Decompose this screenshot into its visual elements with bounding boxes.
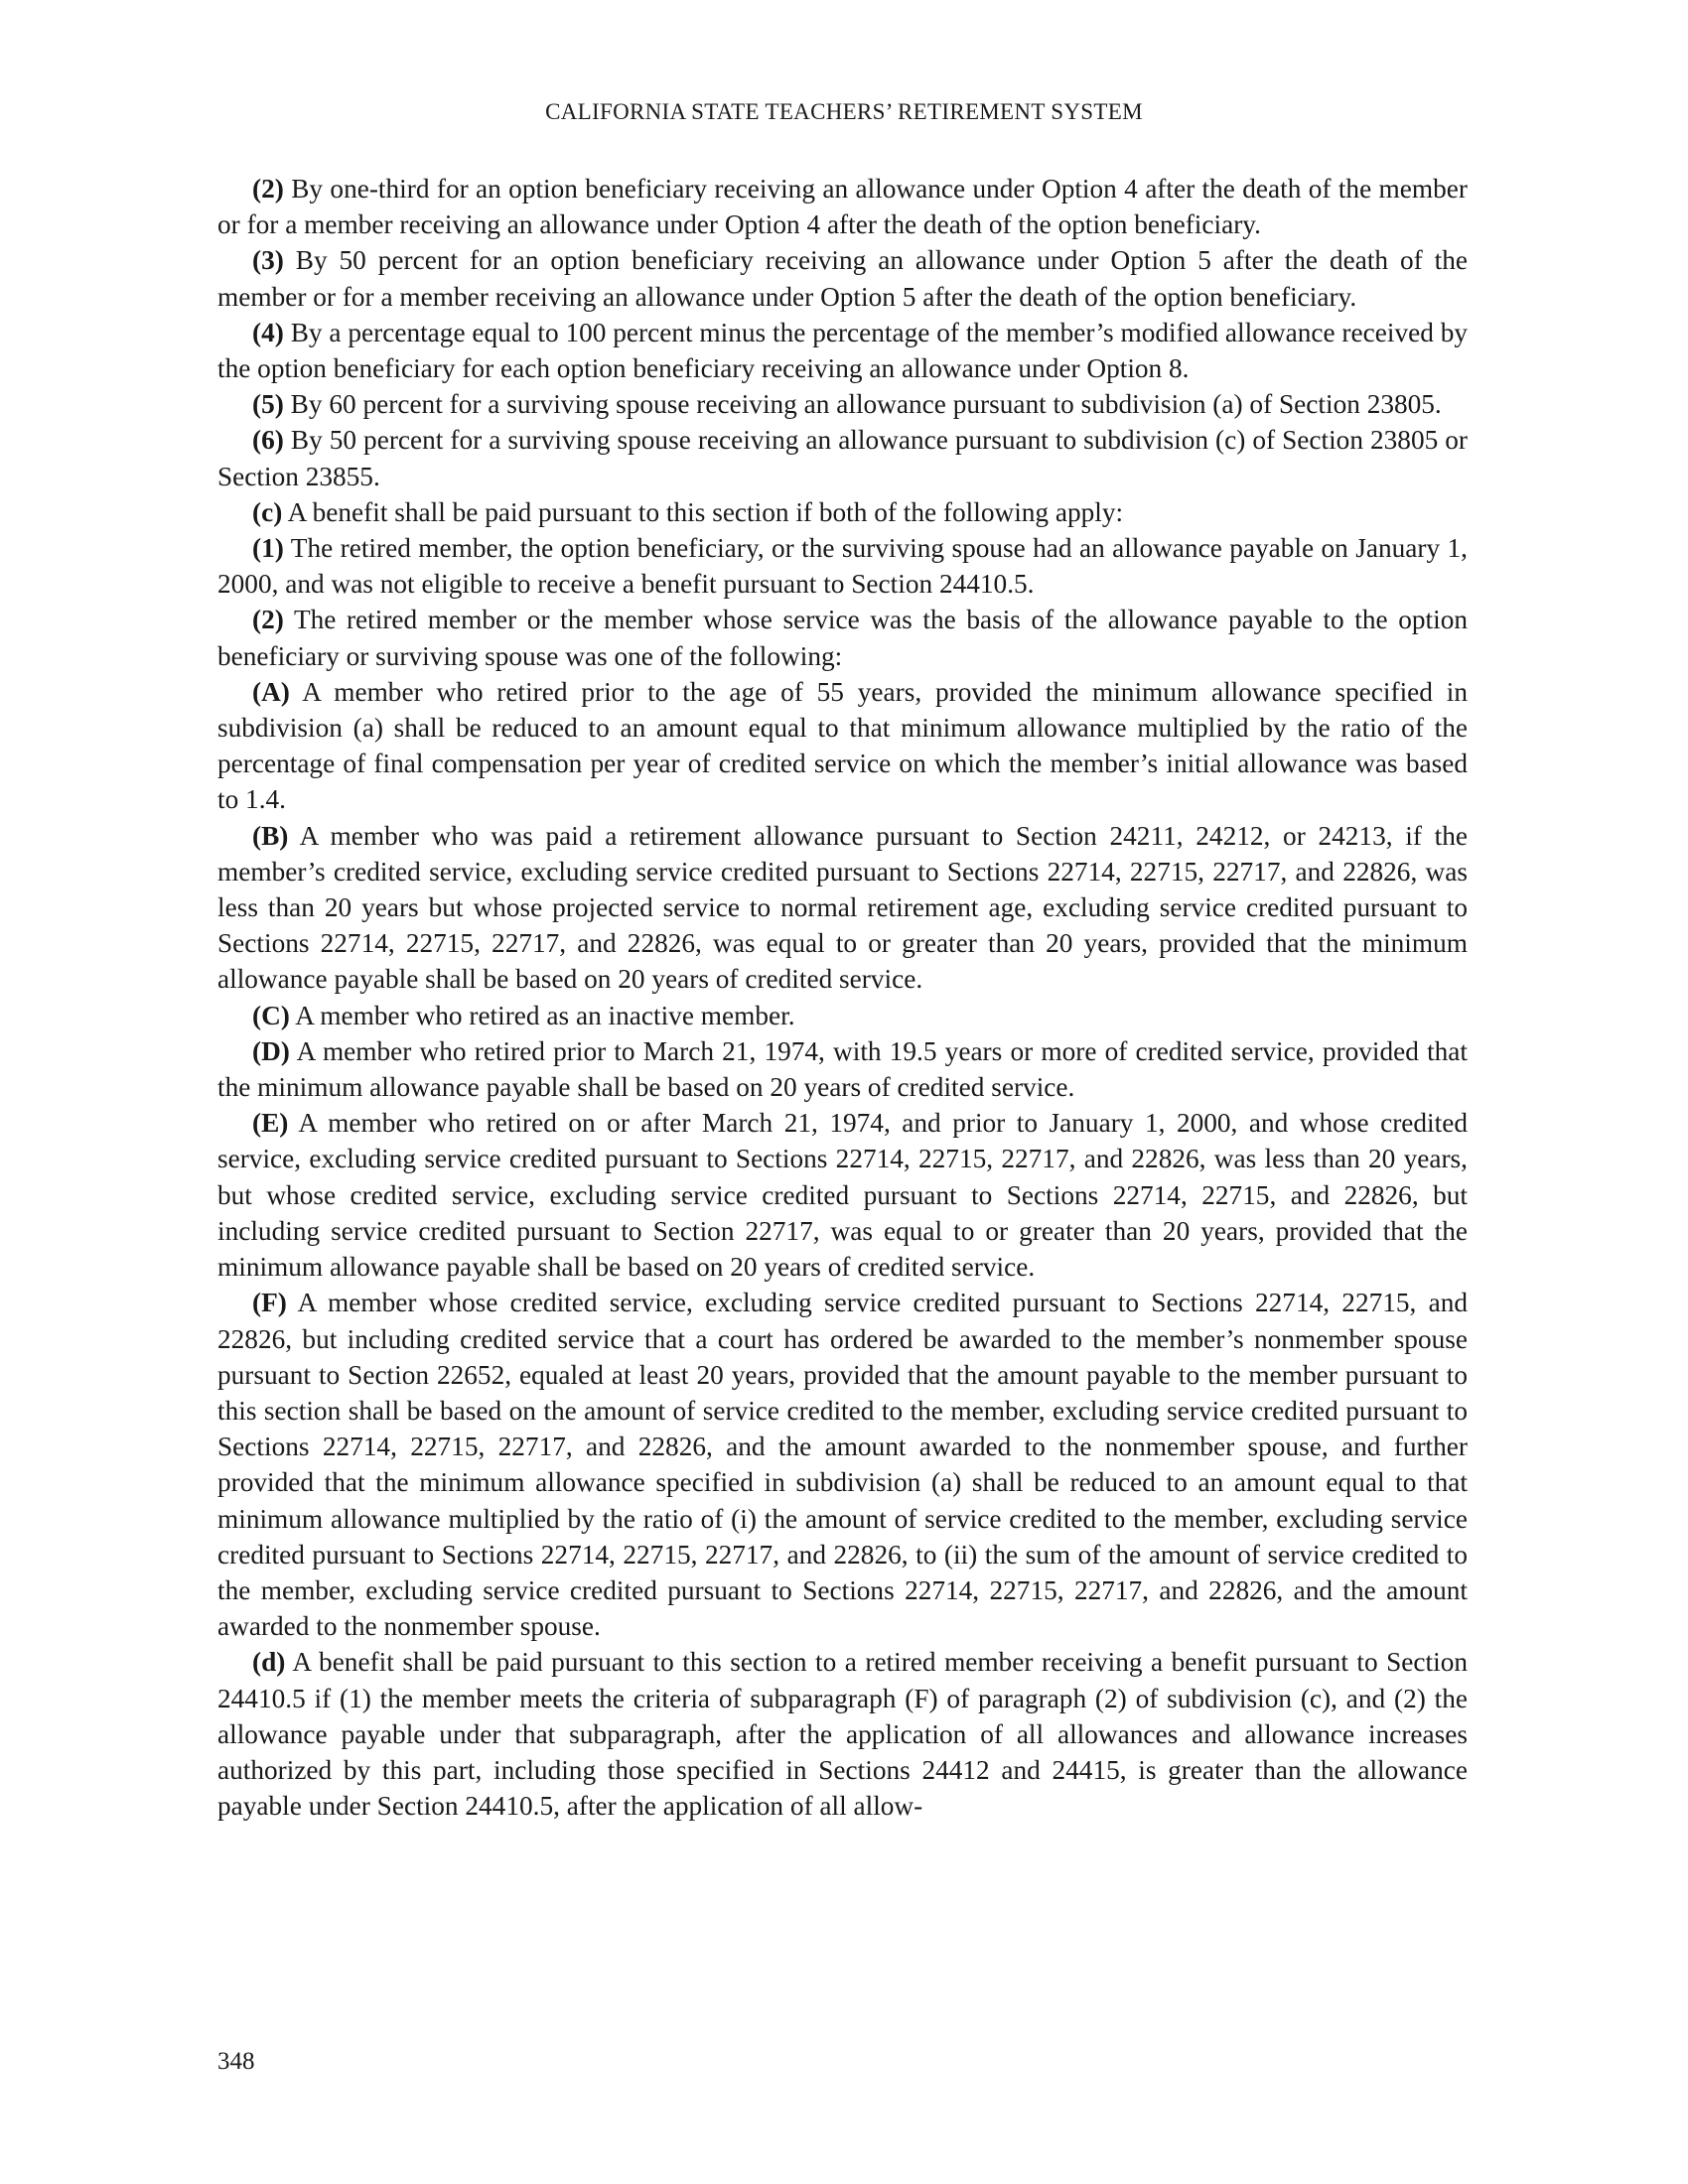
paragraph-text: A member who retired prior to the age of 55 years, provided the minimum allowance specified in subdivision (a) shall be reduced to an amount equal to that minimum allowance multiplied by the ratio of the percentage of final compensation per year of credited service on which the member’s initial allowance was based to 1.4.	[217, 676, 1468, 815]
subdivision-c	[217, 494, 1468, 530]
paragraph-label: (3)	[252, 245, 284, 276]
paragraph-b2	[217, 171, 1468, 242]
subparagraph-c	[217, 998, 1468, 1033]
paragraph-text: By one-third for an option beneficiary receiving an allowance under Option 4 after the death of the member or for a member receiving an allowance under Option 4 after the death of the option beneficiary.	[217, 174, 1468, 240]
paragraph-label: (1)	[252, 533, 284, 564]
paragraph-label: (d)	[252, 1647, 286, 1678]
paragraph-text: The retired member, the option beneficiary, or the surviving spouse had an allowance payable on January 1, 2000, and was not eligible to receive a benefit pursuant to Section 24410.5.	[217, 533, 1468, 600]
paragraph-label: (A)	[252, 676, 290, 707]
paragraph-label: (c)	[252, 496, 283, 527]
paragraph-text: A member who was paid a retirement allowance pursuant to Section 24211, 24212, or 24213, if the member’s credited service, excluding service credited pursuant to Sections 22714, 22715, 22717, and 22826, was less than 20 years but whose projected service to normal retirement age, excluding service credited pursuant to Sections 22714, 22715, 22717, and 22826, was equal to or greater than 20 years, provided that the minimum allowance payable shall be based on 20 years of credited service.	[217, 820, 1468, 995]
paragraph-b5	[217, 386, 1468, 422]
paragraph-label: (6)	[252, 425, 284, 456]
paragraph-text: A benefit shall be paid pursuant to this section to a retired member receiving a benefit pursuant to Section 24410.5 if (1) the member meets the criteria of subparagraph (F) of paragraph (2) of subdivision (c), and (2) the allowance payable under that subparagraph, after the application of all allowances and allowance increases authorized by this part, including those specified in Sections 24412 and 24415, is greater than the allowance payable under Section 24410.5, after the application of all allow-	[217, 1647, 1468, 1822]
subparagraph-b	[217, 818, 1468, 998]
paragraph-text: The retired member or the member whose service was the basis of the allowance payable to the option beneficiary or surviving spouse was one of the following:	[217, 605, 1468, 671]
paragraph-text: By 60 percent for a surviving spouse receiving an allowance pursuant to subdivision (a) of Section 23805.	[283, 389, 1442, 420]
paragraph-b6	[217, 422, 1468, 493]
paragraph-label: (D)	[252, 1035, 290, 1066]
statute-body	[217, 171, 1468, 1824]
subdivision-d	[217, 1644, 1468, 1824]
paragraph-label: (5)	[252, 389, 284, 420]
paragraph-b4	[217, 315, 1468, 386]
paragraph-text: A member who retired prior to March 21, 1974, with 19.5 years or more of credited service, provided that the minimum allowance payable shall be based on 20 years of credited service.	[217, 1035, 1468, 1103]
running-header: CALIFORNIA STATE TEACHERS’ RETIREMENT SYSTEM	[545, 99, 1143, 124]
paragraph-text: By 50 percent for a surviving spouse receiving an allowance pursuant to subdivision (c) of Section 23805 or Section 23855.	[217, 425, 1468, 491]
paragraph-label: (F)	[252, 1288, 287, 1318]
subparagraph-e	[217, 1105, 1468, 1285]
paragraph-b3	[217, 242, 1468, 314]
paragraph-label: (E)	[252, 1108, 289, 1139]
paragraph-label: (2)	[252, 174, 284, 204]
paragraph-label: (B)	[252, 820, 289, 851]
paragraph-c1	[217, 530, 1468, 602]
paragraph-text: A member who retired on or after March 21, 1974, and prior to January 1, 2000, and whose credited service, excluding service credited pursuant to Sections 22714, 22715, 22717, and 22826, was less than 20 years, but whose credited service, excluding service credited pursuant to Sections 22714, 22715, and 22826, but including service credited pursuant to Section 22717, was equal to or greater than 20 years, provided that the minimum allowance payable shall be based on 20 years of credited service.	[217, 1108, 1468, 1283]
paragraph-text: A benefit shall be paid pursuant to this section if both of the following apply:	[282, 496, 1124, 527]
subparagraph-d	[217, 1033, 1468, 1105]
subparagraph-f	[217, 1285, 1468, 1644]
paragraph-text: A member whose credited service, excluding service credited pursuant to Sections 22714, 22715, and 22826, but including credited service that a court has ordered be awarded to the member’s nonmember spouse pursuant to Section 22652, equaled at least 20 years, provided that the amount payable to the member pursuant to this section shall be based on the amount of service credited to the member, excluding service credited pursuant to Sections 22714, 22715, 22717, and 22826, and the amount awarded to the nonmember spouse, and further provided that the minimum allowance specified in subdivision (a) shall be reduced to an amount equal to that minimum allowance multiplied by the ratio of (i) the amount of service credited to the member, excluding service credited pursuant to Sections 22714, 22715, 22717, and 22826, to (ii) the sum of the amount of service credited to the member, excluding service credited pursuant to Sections 22714, 22715, 22717, and 22826, and the amount awarded to the nonmember spouse.	[217, 1288, 1468, 1642]
paragraph-label: (2)	[252, 605, 284, 635]
paragraph-c2	[217, 602, 1468, 673]
paragraph-text: By 50 percent for an option beneficiary receiving an allowance under Option 5 after the death of the member or for a member receiving an allowance under Option 5 after the death of the option beneficiary.	[217, 245, 1468, 312]
paragraph-text: A member who retired as an inactive member.	[289, 1000, 795, 1030]
page-number: 348	[217, 2048, 255, 2075]
subparagraph-a	[217, 674, 1468, 818]
paragraph-text: By a percentage equal to 100 percent minus the percentage of the member’s modified allowance received by the option beneficiary for each option beneficiary receiving an allowance under Option 8.	[217, 317, 1468, 384]
paragraph-label: (4)	[252, 317, 284, 347]
paragraph-label: (C)	[252, 1000, 290, 1030]
